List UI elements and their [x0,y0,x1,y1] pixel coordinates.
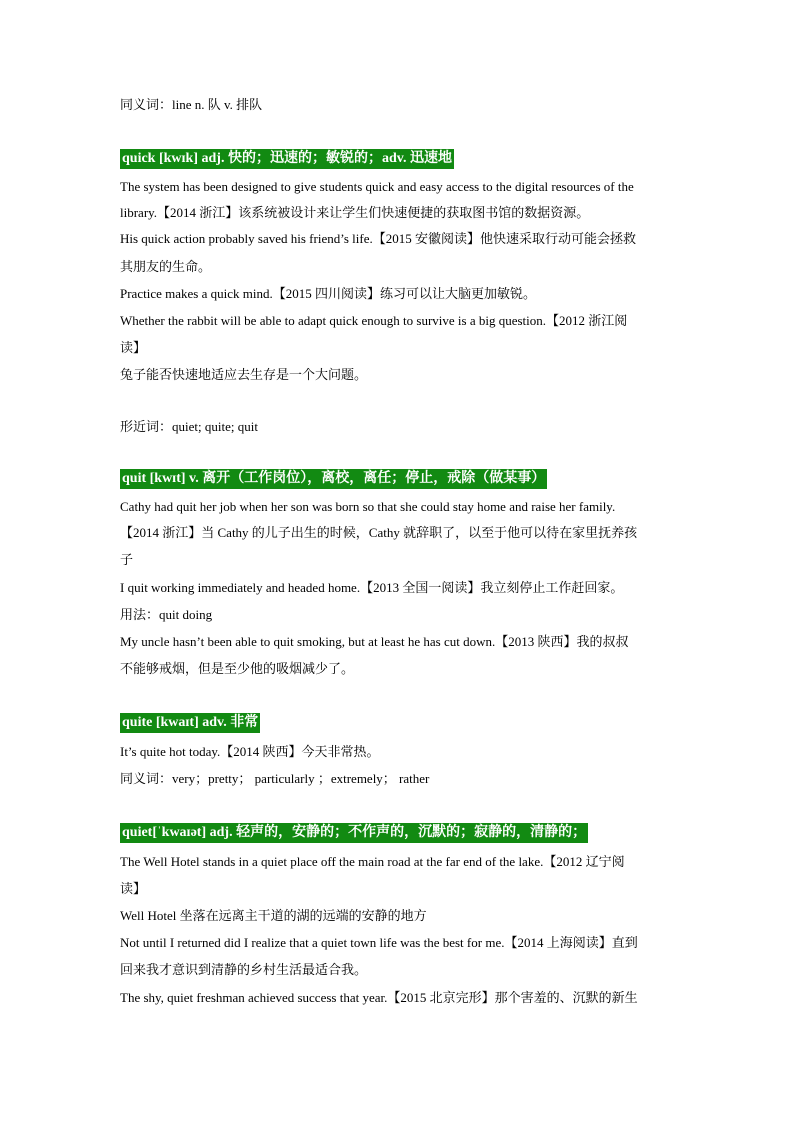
entry-heading-quite: quite [kwaɪt] adv. 非常 [120,713,260,733]
example-line: Not until I returned did I realize that a quiet town life was the best for me.【2014 上海阅读】直到 [120,935,638,950]
entry-heading-quiet: quiet[ˈkwaɪət] adj. 轻声的，安静的；不作声的，沉默的；寂静的，清静的； [120,823,588,843]
synonym-line: 同义词：very；pretty； particularly ；extremely； rather [120,771,430,786]
example-line: 不能够戒烟，但是至少他的吸烟减少了。 [120,661,355,676]
example-line: My uncle hasn’t been able to quit smoking, but at least he has cut down.【2013 陕西】我的叔叔 [120,634,629,649]
example-line: The system has been designed to give students quick and easy access to the digital resources of the [120,179,634,194]
example-line: The shy, quiet freshman achieved success that year.【2015 北京完形】那个害羞的、沉默的新生 [120,990,638,1005]
usage-line: 用法：quit doing [120,607,213,622]
example-line: Whether the rabbit will be able to adapt quick enough to survive is a big question.【2012 浙江阅 [120,313,628,328]
synonym-line: 同义词：line n. 队 v. 排队 [120,97,263,112]
example-line: 读】 [120,340,147,355]
example-line: I quit working immediately and headed home.【2013 全国一阅读】我立刻停止工作赶回家。 [120,580,624,595]
example-line: Well Hotel 坐落在远离主干道的湖的远端的安静的地方 [120,908,427,923]
example-line: His quick action probably saved his friend’s life.【2015 安徽阅读】他快速采取行动可能会拯救 [120,231,636,246]
example-line: The Well Hotel stands in a quiet place off the main road at the far end of the lake.【2012 辽宁阅 [120,854,625,869]
example-line: 回来我才意识到清静的乡村生活最适合我。 [120,962,368,977]
example-line: library.【2014 浙江】该系统被设计来让学生们快速便捷的获取图书馆的数据资源。 [120,205,590,220]
example-line: Practice makes a quick mind.【2015 四川阅读】练习可以让大脑更加敏锐。 [120,286,536,301]
example-line: 读】 [120,881,147,896]
example-line: 子 [120,552,134,567]
example-line: Cathy had quit her job when her son was born so that she could stay home and raise her family. [120,499,616,514]
example-line: 其朋友的生命。 [120,259,212,274]
entry-heading-quit: quit [kwɪt] v. 离开（工作岗位），离校，离任；停止，戒除（做某事） [120,469,547,489]
similar-words-line: 形近词：quiet; quite; quit [120,419,258,434]
entry-heading-quick: quick [kwɪk] adj. 快的；迅速的；敏锐的；adv. 迅速地 [120,149,454,169]
example-line: It’s quite hot today.【2014 陕西】今天非常热。 [120,744,380,759]
example-line: 【2014 浙江】当 Cathy 的儿子出生的时候，Cathy 就辞职了，以至于他可以待在家里抚养孩 [120,525,638,540]
example-line: 兔子能否快速地适应去生存是一个大问题。 [120,367,368,382]
